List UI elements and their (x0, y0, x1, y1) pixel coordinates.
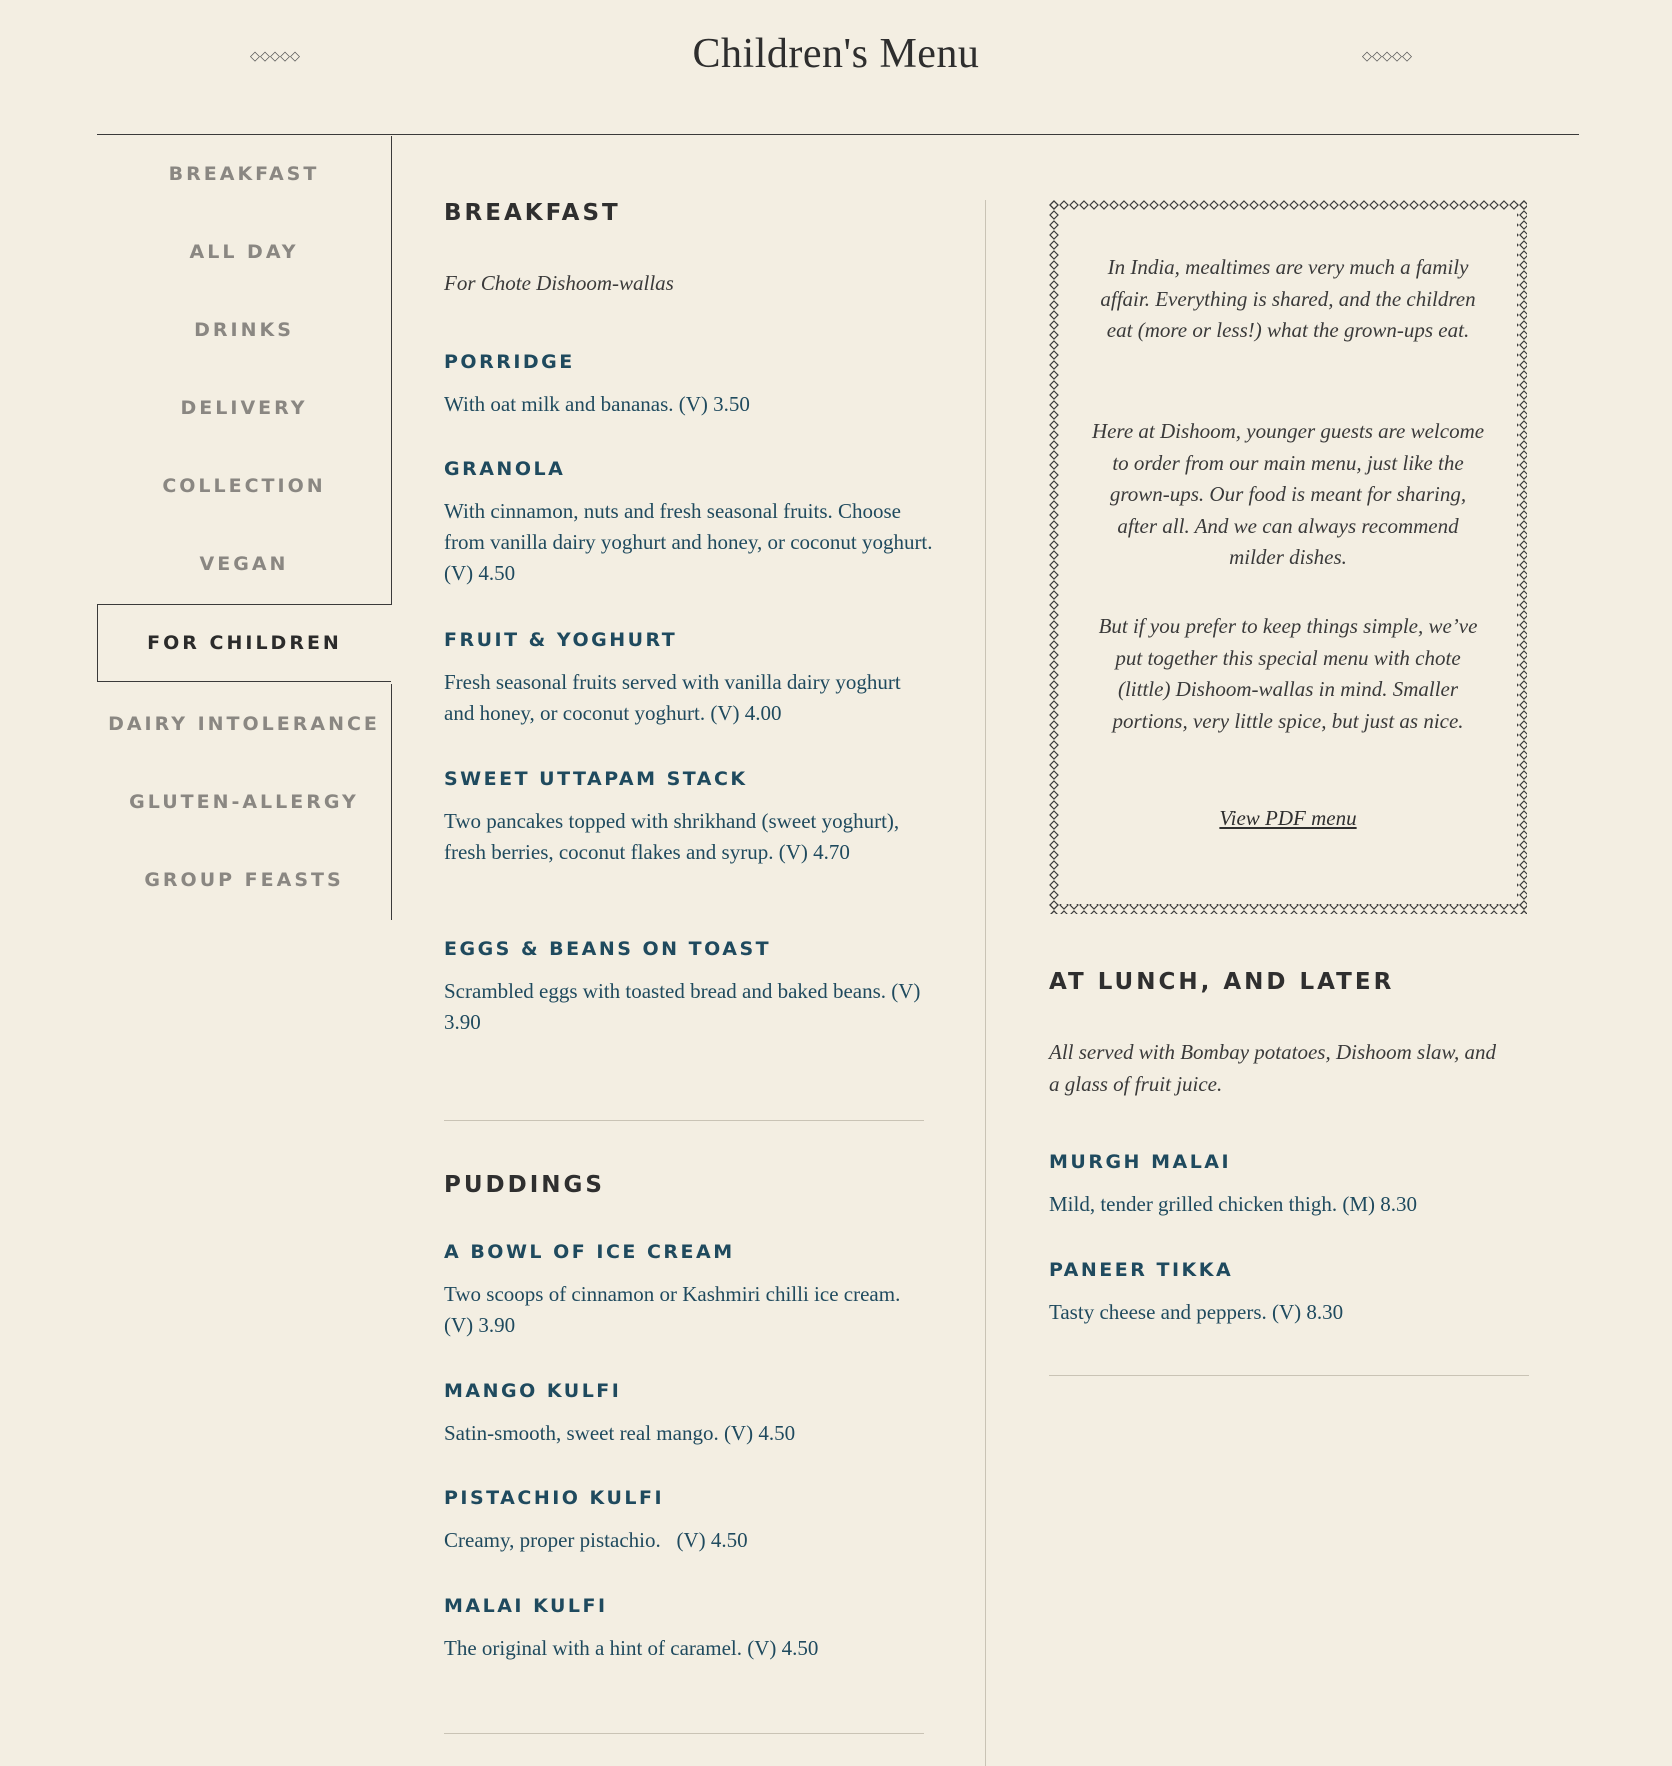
info-paragraph: Here at Dishoom, younger guests are welcome to order from our main menu, just like the grown-ups. Our food is meant for sharing, after all. And we can always recommend milder dishes. (1091, 419, 1485, 569)
page-header (0, 0, 1672, 136)
nav-item-collection[interactable]: COLLECTION (162, 475, 326, 497)
lunch-intro: All served with Bombay potatoes, Dishoom slaw, and a glass of fruit juice. (1049, 1040, 1496, 1096)
menu-item-name: PANEER TIKKA (1049, 1259, 1234, 1281)
menu-item-name: A BOWL OF ICE CREAM (444, 1241, 735, 1263)
menu-item-description: Two pancakes topped with shrikhand (sweet yoghurt), fresh berries, coconut flakes and syrup. (V) 4.70 (444, 809, 900, 864)
view-pdf-menu-link[interactable]: View PDF menu (1219, 806, 1357, 830)
sidebar-divider (391, 136, 392, 605)
menu-item-name: PORRIDGE (444, 351, 575, 373)
menu-item-description: Satin-smooth, sweet real mango. (V) 4.50 (444, 1421, 796, 1445)
menu-item-name: MANGO KULFI (444, 1380, 622, 1402)
column-divider (985, 200, 986, 1766)
nav-item-delivery[interactable]: DELIVERY (180, 397, 308, 419)
nav-item-dairy-intolerance[interactable]: DAIRY INTOLERANCE (108, 713, 380, 735)
header-divider (97, 134, 1579, 135)
menu-item-description: Scrambled eggs with toasted bread and baked beans. (V) 3.90 (444, 979, 921, 1034)
menu-item-name: FRUIT & YOGHURT (444, 629, 678, 651)
menu-item-description: The original with a hint of caramel. (V) 4.50 (444, 1636, 819, 1660)
menu-item-description: Creamy, proper pistachio. (V) 4.50 (444, 1528, 748, 1552)
menu-item-description: With oat milk and bananas. (V) 3.50 (444, 392, 750, 416)
nav-item-vegan[interactable]: VEGAN (199, 553, 289, 575)
section-title-puddings: PUDDINGS (444, 1172, 605, 1198)
menu-item-description: Mild, tender grilled chicken thigh. (M) 8.30 (1049, 1192, 1418, 1216)
menu-item-name: MALAI KULFI (444, 1595, 608, 1617)
menu-item-name: PISTACHIO KULFI (444, 1487, 665, 1509)
section-title-lunch: AT LUNCH, AND LATER (1049, 969, 1395, 995)
nav-item-drinks[interactable]: DRINKS (194, 319, 294, 341)
nav-item-all-day[interactable]: ALL DAY (189, 241, 299, 263)
intro-info-box (1049, 200, 1527, 914)
nav-item-breakfast[interactable]: BREAKFAST (168, 163, 320, 185)
info-paragraph: But if you prefer to keep things simple, we’ve put together this special menu with chote (little) Dishoom-wallas in mind. Smaller portions, very little spice, but just as nice. (1098, 614, 1478, 733)
menu-item-description: Two scoops of cinnamon or Kashmiri chilli ice cream. (V) 3.90 (444, 1282, 901, 1337)
nav-item-group-feasts[interactable]: GROUP FEASTS (144, 869, 344, 891)
section-title-breakfast: BREAKFAST (444, 200, 621, 226)
section-divider (444, 1120, 924, 1121)
menu-item-description: Tasty cheese and peppers. (V) 8.30 (1049, 1300, 1344, 1324)
info-paragraph: In India, mealtimes are very much a family affair. Everything is shared, and the children eat (more or less!) what the grown-ups eat. (1100, 255, 1476, 342)
nav-item-for-children[interactable]: FOR CHILDREN (97, 604, 391, 682)
menu-item-description: With cinnamon, nuts and fresh seasonal fruits. Choose from vanilla dairy yoghurt and honey, or coconut yoghurt. (V) 4.50 (444, 499, 933, 585)
menu-item-name: GRANOLA (444, 458, 566, 480)
menu-item-name: EGGS & BEANS ON TOAST (444, 938, 772, 960)
menu-item-name: MURGH MALAI (1049, 1151, 1232, 1173)
page-title: Children's Menu (692, 31, 980, 77)
menu-item-name: SWEET UTTAPAM STACK (444, 768, 748, 790)
diamond-ornament-icon: ◇◇◇◇◇ (250, 49, 300, 64)
section-divider (444, 1733, 924, 1734)
section-divider (1049, 1375, 1529, 1376)
nav-item-gluten-allergy[interactable]: GLUTEN-ALLERGY (129, 791, 359, 813)
sidebar-divider (391, 684, 392, 920)
menu-item-description: Fresh seasonal fruits served with vanilla dairy yoghurt and honey, or coconut yoghurt. (V) 4.00 (444, 670, 901, 725)
diamond-ornament-icon: ◇◇◇◇◇ (1362, 49, 1412, 64)
breakfast-intro: For Chote Dishoom-wallas (444, 271, 674, 295)
